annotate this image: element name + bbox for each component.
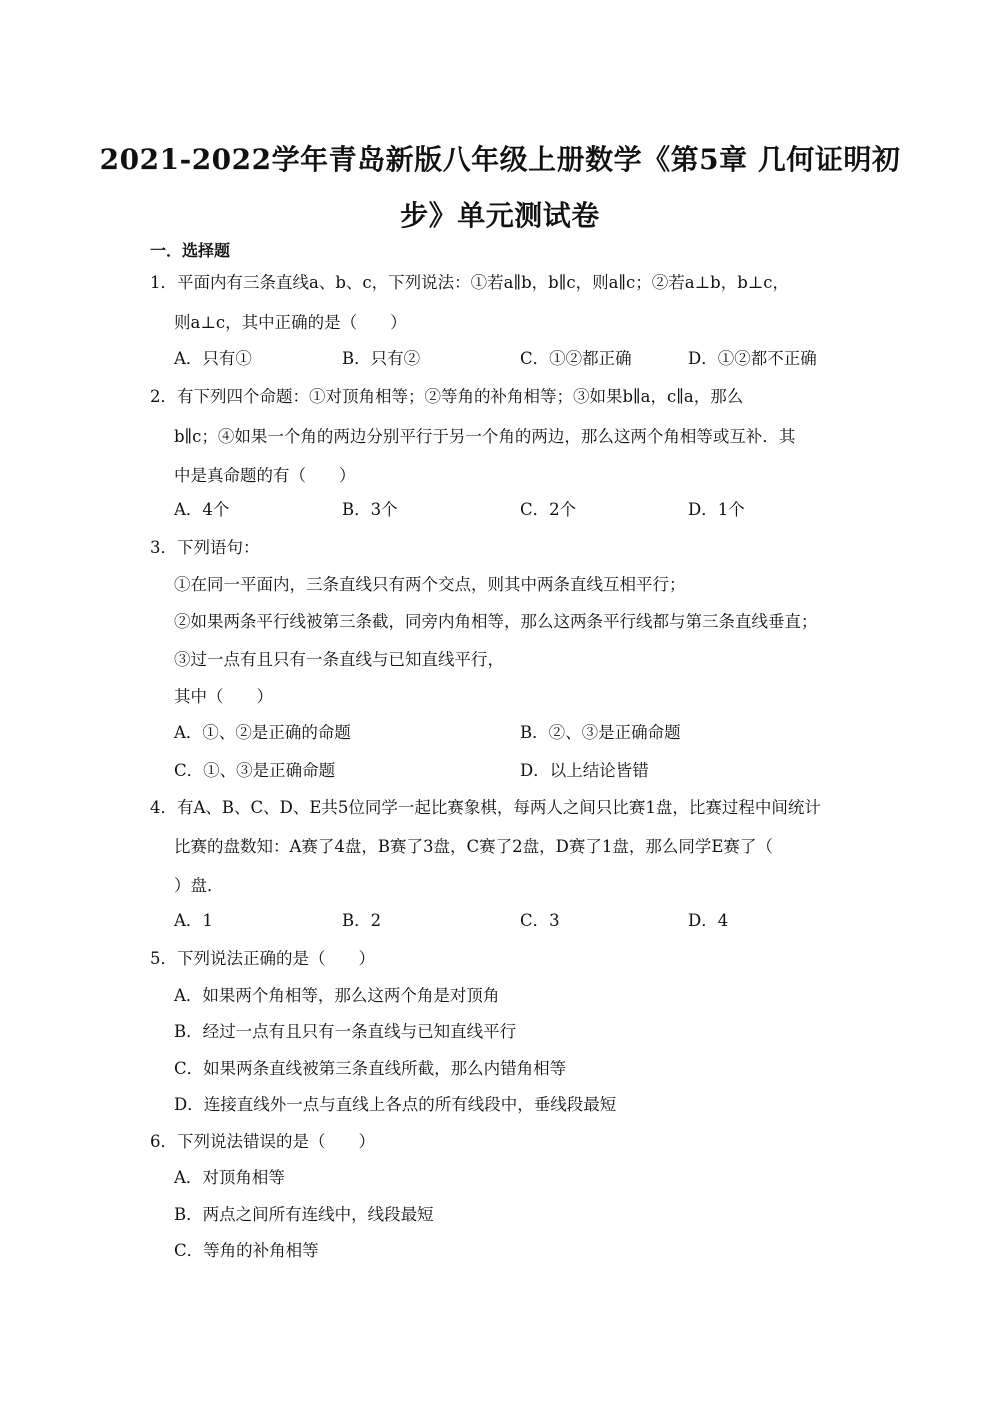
question-5-option-b: B．经过一点有且只有一条直线与已知直线平行 <box>174 1022 517 1041</box>
question-2-option-c: C．2个 <box>520 500 577 519</box>
question-3-line-2: ①在同一平面内，三条直线只有两个交点，则其中两条直线互相平行； <box>174 575 686 594</box>
question-1-option-c: C．①②都正确 <box>520 349 632 368</box>
question-5-option-a: A．如果两个角相等，那么这两个角是对顶角 <box>174 986 500 1005</box>
question-2-line-2: b∥c；④如果一个角的两边分别平行于另一个角的两边，那么这两个角相等或互补．其 <box>174 427 796 446</box>
question-4-option-b: B．2 <box>342 911 382 930</box>
question-6-line-1: 6．下列说法错误的是（ ） <box>150 1132 375 1151</box>
question-1-line-2: 则a⊥c，其中正确的是（ ） <box>174 313 407 332</box>
question-2-option-b: B．3个 <box>342 500 398 519</box>
question-1-option-a: A．只有① <box>174 349 252 368</box>
question-2-option-a: A．4个 <box>174 500 230 519</box>
question-4-line-3: ）盘． <box>174 876 224 895</box>
question-2-option-d: D．1个 <box>688 500 745 519</box>
question-6-option-c: C．等角的补角相等 <box>174 1241 319 1260</box>
page-title-line-1: 2021-2022学年青岛新版八年级上册数学《第5章 几何证明初 <box>99 143 901 176</box>
question-5-option-c: C．如果两条直线被第三条直线所截，那么内错角相等 <box>174 1059 567 1078</box>
question-5-line-1: 5．下列说法正确的是（ ） <box>150 949 375 968</box>
question-3-option-d: D．以上结论皆错 <box>520 761 649 780</box>
question-6-option-a: A．对顶角相等 <box>174 1168 285 1187</box>
question-3-option-b: B．②、③是正确命题 <box>520 723 681 742</box>
question-5-option-d: D．连接直线外一点与直线上各点的所有线段中，垂线段最短 <box>174 1095 617 1114</box>
question-4-option-a: A．1 <box>174 911 213 930</box>
question-2-line-1: 2．有下列四个命题：①对顶角相等；②等角的补角相等；③如果b∥a，c∥a，那么 <box>150 387 744 406</box>
question-3-line-3: ②如果两条平行线被第三条截，同旁内角相等，那么这两条平行线都与第三条直线垂直； <box>174 612 818 631</box>
page-title-line-2: 步》单元测试卷 <box>400 199 600 232</box>
question-3-line-4: ③过一点有且只有一条直线与已知直线平行， <box>174 650 504 669</box>
question-4-option-d: D．4 <box>688 911 729 930</box>
question-1-option-b: B．只有② <box>342 349 421 368</box>
question-3-option-c: C．①、③是正确命题 <box>174 761 336 780</box>
question-4-line-1: 4．有A、B、C、D、E共5位同学一起比赛象棋，每两人之间只比赛1盘，比赛过程中间统计 <box>150 798 821 817</box>
section-heading: 一．选择题 <box>150 241 231 260</box>
question-3-line-1: 3．下列语句： <box>150 538 260 557</box>
question-6-option-b: B．两点之间所有连线中，线段最短 <box>174 1205 434 1224</box>
question-2-line-3: 中是真命题的有（ ） <box>174 466 356 485</box>
question-4-line-2: 比赛的盘数知：A赛了4盘，B赛了3盘，C赛了2盘，D赛了1盘，那么同学E赛了（ <box>174 837 773 856</box>
question-3-line-5: 其中（ ） <box>174 687 273 706</box>
question-4-option-c: C．3 <box>520 911 560 930</box>
question-1-line-1: 1．平面内有三条直线a、b、c，下列说法：①若a∥b，b∥c，则a∥c；②若a⊥b，b⊥c， <box>150 273 790 292</box>
question-1-option-d: D．①②都不正确 <box>688 349 817 368</box>
question-3-option-a: A．①、②是正确的命题 <box>174 723 351 742</box>
